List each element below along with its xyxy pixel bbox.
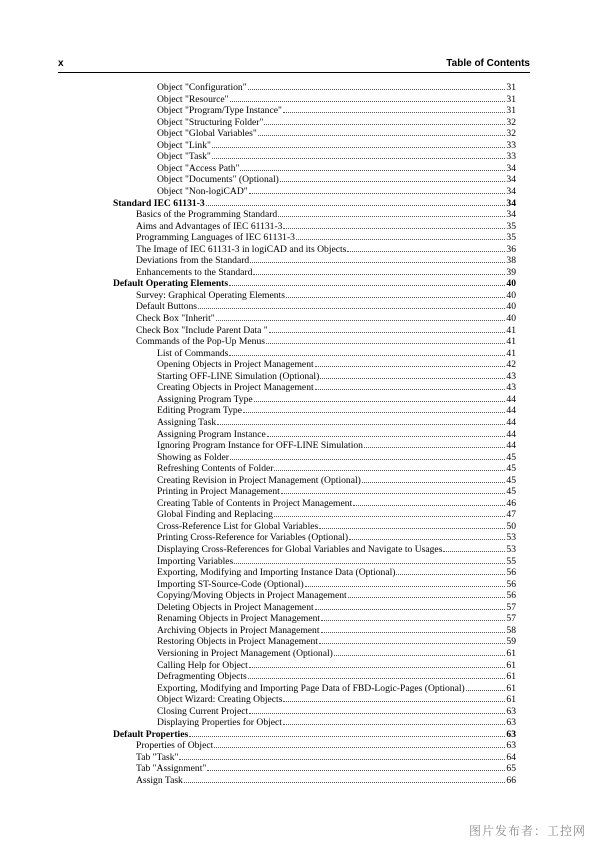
toc-leader-dots bbox=[348, 589, 506, 598]
toc-entry-title: Importing ST-Source-Code (Optional) bbox=[157, 578, 304, 590]
toc-entry-page: 39 bbox=[506, 266, 516, 278]
toc-entry-page: 34 bbox=[506, 185, 516, 197]
toc-leader-dots bbox=[396, 566, 505, 575]
toc-entry bbox=[157, 81, 516, 93]
toc-entry-page: 44 bbox=[506, 428, 516, 440]
toc-entry-page: 35 bbox=[506, 232, 516, 243]
toc-entry-page: 33 bbox=[506, 151, 516, 162]
toc-leader-dots bbox=[206, 197, 506, 206]
toc-entry bbox=[113, 277, 516, 289]
toc-entry-page: 45 bbox=[506, 474, 516, 486]
toc-entry bbox=[157, 624, 516, 636]
toc-entry bbox=[157, 647, 516, 659]
toc-entry bbox=[113, 728, 516, 740]
toc-leader-dots bbox=[347, 243, 505, 252]
toc-entry bbox=[157, 682, 516, 694]
toc-leader-dots bbox=[249, 705, 505, 714]
toc-entry-page: 40 bbox=[506, 301, 516, 313]
toc-entry-page: 35 bbox=[506, 220, 516, 232]
toc-entry-page: 31 bbox=[506, 93, 516, 105]
toc-entry bbox=[157, 589, 516, 601]
toc-entry-title: Archiving Objects in Project Management bbox=[157, 624, 320, 636]
toc-entry bbox=[157, 705, 516, 717]
toc-leader-dots bbox=[320, 370, 505, 379]
toc-entry-title: Object "Global Variables" bbox=[157, 128, 257, 139]
toc-entry-title: Creating Table of Contents in Project Management bbox=[157, 497, 353, 509]
toc-leader-dots bbox=[296, 231, 505, 240]
toc-entry-page: 34 bbox=[506, 197, 516, 209]
toc-entry-title: Object "Link" bbox=[157, 139, 211, 151]
toc-leader-dots bbox=[207, 762, 505, 771]
toc-leader-dots bbox=[212, 150, 506, 159]
toc-entry-page: 57 bbox=[506, 601, 516, 613]
toc-entry-title: Assigning Task bbox=[157, 416, 217, 428]
toc-entry bbox=[157, 612, 516, 624]
toc-entry-page: 40 bbox=[506, 313, 516, 324]
toc-entry-title: Tab "Assignment" bbox=[136, 763, 207, 775]
toc-leader-dots bbox=[283, 716, 505, 725]
toc-entry bbox=[157, 347, 516, 359]
toc-entry-page: 41 bbox=[506, 336, 516, 347]
toc-entry bbox=[157, 659, 516, 671]
toc-entry bbox=[157, 370, 516, 382]
toc-entry bbox=[157, 716, 516, 728]
page-header bbox=[58, 58, 530, 70]
toc-entry-title: Displaying Cross-References for Global Variables and Navigate to Usages bbox=[157, 544, 443, 555]
toc-entry-title: Object Wizard: Creating Objects bbox=[157, 694, 283, 705]
toc-leader-dots bbox=[217, 416, 505, 425]
toc-entry-title: Assigning Program Instance bbox=[157, 428, 266, 440]
toc-entry bbox=[157, 578, 516, 590]
toc-leader-dots bbox=[278, 208, 505, 217]
toc-leader-dots bbox=[243, 404, 505, 413]
page-number-roman: x bbox=[58, 58, 64, 69]
toc-entry-title: Assigning Program Type bbox=[157, 393, 253, 405]
toc-entry-page: 32 bbox=[506, 128, 516, 139]
toc-entry-page: 50 bbox=[506, 520, 516, 532]
toc-leader-dots bbox=[281, 485, 506, 494]
toc-entry-page: 44 bbox=[506, 393, 516, 405]
toc-entry bbox=[157, 497, 516, 509]
toc-entry bbox=[136, 266, 516, 278]
toc-entry-title: Ignoring Program Instance for OFF-LINE Simulation bbox=[157, 440, 363, 451]
toc-entry bbox=[157, 116, 516, 128]
toc-leader-dots bbox=[334, 647, 506, 656]
toc-entry-page: 43 bbox=[506, 370, 516, 382]
toc-entry-title: Deviations from the Standard bbox=[136, 255, 250, 266]
toc-leader-dots bbox=[254, 393, 506, 402]
toc-entry bbox=[157, 543, 516, 555]
toc-leader-dots bbox=[179, 751, 505, 760]
toc-entry-title: Object "Resource" bbox=[157, 93, 229, 105]
toc-leader-dots bbox=[466, 682, 506, 691]
toc-entry bbox=[136, 300, 516, 312]
toc-entry-page: 46 bbox=[506, 497, 516, 509]
toc-entry-title: Object "Non-logiCAD" bbox=[157, 185, 248, 197]
toc-entry-title: Deleting Objects in Project Management bbox=[157, 601, 314, 613]
toc-entry-page: 65 bbox=[506, 763, 516, 775]
toc-entry-page: 58 bbox=[506, 624, 516, 636]
toc-entry-title: Defragmenting Objects bbox=[157, 671, 247, 682]
toc-entry-title: Opening Objects in Project Management bbox=[157, 359, 314, 370]
toc-leader-dots bbox=[364, 439, 505, 448]
toc-entry-page: 32 bbox=[506, 116, 516, 128]
toc-entry-title: Default Operating Elements bbox=[113, 278, 229, 289]
toc-entry-page: 63 bbox=[506, 705, 516, 717]
toc-entry bbox=[136, 324, 516, 336]
toc-entry-title: Global Finding and Replacing bbox=[157, 509, 273, 520]
toc-entry bbox=[136, 312, 516, 324]
toc-leader-dots bbox=[283, 693, 505, 702]
toc-entry bbox=[157, 520, 516, 532]
toc-entry-page: 45 bbox=[506, 463, 516, 474]
toc-entry bbox=[157, 185, 516, 197]
toc-entry-title: Check Box "Inherit" bbox=[136, 313, 215, 324]
toc-entry-title: Default Buttons bbox=[136, 301, 198, 313]
toc-entry bbox=[157, 451, 516, 463]
toc-entry bbox=[136, 762, 516, 774]
toc-entry bbox=[157, 139, 516, 151]
toc-entry-page: 59 bbox=[506, 636, 516, 647]
toc-entry bbox=[157, 150, 516, 162]
toc-entry-page: 41 bbox=[506, 324, 516, 336]
toc-entry-title: Object "Configuration" bbox=[157, 82, 247, 93]
toc-entry bbox=[136, 243, 516, 255]
toc-entry-page: 63 bbox=[506, 740, 516, 751]
toc-entry-page: 31 bbox=[506, 82, 516, 93]
toc-leader-dots bbox=[240, 162, 505, 171]
toc-entry bbox=[157, 428, 516, 440]
toc-leader-dots bbox=[353, 497, 505, 506]
toc-leader-dots bbox=[216, 312, 506, 321]
toc-entry-title: Creating Revision in Project Management (Optional) bbox=[157, 474, 361, 486]
toc-entry-title: Creating Objects in Project Management bbox=[157, 382, 314, 393]
toc-entry-title: Editing Program Type bbox=[157, 405, 242, 416]
toc-entry bbox=[157, 381, 516, 393]
toc-entry-page: 61 bbox=[506, 647, 516, 659]
toc-entry-title: Cross-Reference List for Global Variables bbox=[157, 520, 319, 532]
toc-entry-title: Copying/Moving Objects in Project Management bbox=[157, 590, 347, 601]
toc-leader-dots bbox=[280, 173, 506, 182]
toc-entry-title: Properties of Object bbox=[136, 740, 214, 751]
toc-entry bbox=[157, 127, 516, 139]
toc-entry bbox=[157, 439, 516, 451]
toc-entry bbox=[157, 393, 516, 405]
toc-leader-dots bbox=[266, 335, 505, 344]
toc-entry-title: Displaying Properties for Object bbox=[157, 717, 282, 728]
toc-entry-page: 36 bbox=[506, 243, 516, 255]
watermark: 图片发布者：工控网 bbox=[468, 824, 586, 838]
toc-entry bbox=[136, 289, 516, 301]
toc-entry-title: Object "Structuring Folder" bbox=[157, 116, 264, 128]
toc-entry-page: 43 bbox=[506, 382, 516, 393]
toc-leader-dots bbox=[249, 659, 506, 668]
toc-leader-dots bbox=[286, 289, 505, 298]
toc-entry-title: Refreshing Contents of Folder bbox=[157, 463, 274, 474]
toc-entry bbox=[157, 416, 516, 428]
toc-entry bbox=[157, 93, 516, 105]
toc-leader-dots bbox=[305, 578, 506, 587]
toc-entry-title: Renaming Objects in Project Management bbox=[157, 613, 321, 624]
toc-entry-title: Aims and Advantages of IEC 61131-3 bbox=[136, 220, 283, 232]
toc-entry bbox=[157, 508, 516, 520]
toc-entry bbox=[157, 104, 516, 116]
toc-entry-page: 34 bbox=[506, 162, 516, 174]
toc-entry-title: Printing Cross-Reference for Variables (Optional) bbox=[157, 532, 349, 544]
toc-entry-page: 44 bbox=[506, 405, 516, 416]
toc-leader-dots bbox=[319, 520, 505, 529]
toc-entry bbox=[136, 774, 516, 786]
toc-leader-dots bbox=[253, 266, 505, 275]
toc-entry-page: 66 bbox=[506, 775, 516, 786]
toc-entry-title: Tab "Task" bbox=[136, 751, 179, 763]
toc-entry bbox=[157, 358, 516, 370]
toc-entry-page: 63 bbox=[506, 717, 516, 728]
toc-leader-dots bbox=[189, 728, 505, 737]
toc-entry-title: Programming Languages of IEC 61131-3 bbox=[136, 232, 295, 243]
toc-entry-page: 55 bbox=[506, 555, 516, 567]
toc-entry-title: Default Properties bbox=[113, 728, 189, 740]
toc-leader-dots bbox=[283, 104, 505, 113]
toc-entry-page: 33 bbox=[506, 139, 516, 151]
toc-entry-title: List of Commands bbox=[157, 347, 229, 359]
toc-leader-dots bbox=[321, 624, 506, 633]
toc-leader-dots bbox=[234, 555, 505, 564]
toc-entry-page: 42 bbox=[506, 359, 516, 370]
toc-entry bbox=[136, 231, 516, 243]
toc-entry-page: 44 bbox=[506, 416, 516, 428]
toc-entry bbox=[136, 335, 516, 347]
toc-leader-dots bbox=[230, 451, 505, 460]
toc-entry-page: 31 bbox=[506, 105, 516, 116]
toc-entry bbox=[157, 485, 516, 497]
toc-leader-dots bbox=[319, 635, 505, 644]
toc-entry bbox=[136, 751, 516, 763]
toc-leader-dots bbox=[315, 358, 506, 367]
toc-entry-title: Importing Variables bbox=[157, 555, 234, 567]
toc-entry-page: 40 bbox=[506, 289, 516, 301]
toc-leader-dots bbox=[267, 428, 506, 437]
toc-leader-dots bbox=[274, 462, 505, 471]
toc-entry bbox=[157, 693, 516, 705]
toc-entry bbox=[157, 404, 516, 416]
toc-entry-title: Exporting, Modifying and Importing Instance Data (Optional) bbox=[157, 567, 396, 578]
toc-leader-dots bbox=[274, 508, 505, 517]
toc-entry-page: 53 bbox=[506, 544, 516, 555]
toc-entry-page: 56 bbox=[506, 578, 516, 590]
toc-entry bbox=[136, 739, 516, 751]
toc-entry-title: Standard IEC 61131-3 bbox=[113, 197, 205, 209]
toc-leader-dots bbox=[248, 81, 506, 90]
toc-leader-dots bbox=[230, 93, 506, 102]
toc-leader-dots bbox=[321, 612, 505, 621]
toc-leader-dots bbox=[264, 116, 505, 125]
toc-entry-title: Object "Documents" (Optional) bbox=[157, 174, 279, 185]
toc-entry-title: Starting OFF-LINE Simulation (Optional) bbox=[157, 370, 320, 382]
header-title: Table of Contents bbox=[446, 58, 530, 69]
toc-leader-dots bbox=[184, 774, 506, 783]
toc-entry-page: 56 bbox=[506, 590, 516, 601]
toc-leader-dots bbox=[212, 139, 505, 148]
toc-entry bbox=[136, 254, 516, 266]
toc-entry-page: 47 bbox=[506, 509, 516, 520]
toc-leader-dots bbox=[229, 347, 505, 356]
toc-leader-dots bbox=[349, 531, 505, 540]
toc-entry-title: Versioning in Project Management (Optional) bbox=[157, 647, 333, 659]
toc-entry bbox=[157, 566, 516, 578]
toc-entry-title: Printing in Project Management bbox=[157, 486, 280, 497]
toc-entry-page: 61 bbox=[506, 659, 516, 671]
toc-entry-page: 44 bbox=[506, 440, 516, 451]
toc-leader-dots bbox=[315, 381, 506, 390]
toc-entry-page: 64 bbox=[506, 751, 516, 763]
toc-entry bbox=[157, 601, 516, 613]
toc-entry-title: Object "Program/Type Instance" bbox=[157, 105, 282, 116]
toc-entry-page: 61 bbox=[506, 682, 516, 694]
toc-entry bbox=[157, 162, 516, 174]
toc-entry-title: Check Box "Include Parent Data " bbox=[136, 324, 268, 336]
toc-leader-dots bbox=[362, 474, 506, 483]
toc-entry-page: 40 bbox=[506, 278, 516, 289]
toc-entry-title: Enhancements to the Standard bbox=[136, 266, 253, 278]
toc-entry bbox=[113, 197, 516, 209]
toc-entry bbox=[157, 670, 516, 682]
toc-leader-dots bbox=[248, 670, 506, 679]
toc-entry bbox=[157, 555, 516, 567]
toc-entry-page: 38 bbox=[506, 255, 516, 266]
toc-entry-page: 57 bbox=[506, 613, 516, 624]
toc-leader-dots bbox=[249, 185, 506, 194]
toc-leader-dots bbox=[283, 220, 505, 229]
toc-entry-title: Showing as Folder bbox=[157, 451, 229, 463]
toc-entry-title: Commands of the Pop-Up Menus bbox=[136, 336, 265, 347]
toc-entry bbox=[157, 173, 516, 185]
toc-entry-title: Object "Access Path" bbox=[157, 162, 240, 174]
toc-entry-page: 61 bbox=[506, 671, 516, 682]
toc-leader-dots bbox=[198, 300, 505, 309]
toc-leader-dots bbox=[315, 601, 506, 610]
toc-entry-page: 45 bbox=[506, 451, 516, 463]
toc-entry-title: Exporting, Modifying and Importing Page Data of FBD-Logic-Pages (Optional) bbox=[157, 682, 465, 694]
toc-entry-title: Object "Task" bbox=[157, 151, 211, 162]
toc-entry-title: Survey: Graphical Operating Elements bbox=[136, 289, 285, 301]
toc-entry bbox=[136, 220, 516, 232]
toc-leader-dots bbox=[214, 739, 505, 748]
toc-entry-title: Assign Task bbox=[136, 775, 183, 786]
toc-entry-page: 61 bbox=[506, 694, 516, 705]
toc-entry-title: Basics of the Programming Standard bbox=[136, 209, 278, 220]
toc-leader-dots bbox=[443, 543, 505, 552]
toc-entry-title: Closing Current Project bbox=[157, 705, 249, 717]
toc-entry-title: Restoring Objects in Project Management bbox=[157, 636, 318, 647]
toc-entry-page: 53 bbox=[506, 532, 516, 544]
toc-entry bbox=[157, 635, 516, 647]
toc-entry-title: The Image of IEC 61131-3 in logiCAD and its Objects bbox=[136, 243, 347, 255]
toc-entry bbox=[157, 474, 516, 486]
toc-entry-page: 45 bbox=[506, 486, 516, 497]
toc-entry bbox=[136, 208, 516, 220]
toc-entry bbox=[157, 462, 516, 474]
toc-entry-page: 63 bbox=[506, 728, 516, 740]
toc-entry-page: 34 bbox=[506, 174, 516, 185]
toc-entry-page: 41 bbox=[506, 347, 516, 359]
toc-entry bbox=[157, 531, 516, 543]
toc-leader-dots bbox=[229, 277, 505, 286]
toc-leader-dots bbox=[258, 127, 506, 136]
toc-leader-dots bbox=[250, 254, 505, 263]
toc-leader-dots bbox=[269, 324, 506, 333]
header-rule bbox=[58, 72, 530, 73]
toc-entry-page: 56 bbox=[506, 567, 516, 578]
toc-entry-title: Calling Help for Object bbox=[157, 659, 248, 671]
toc-entry-page: 34 bbox=[506, 209, 516, 220]
